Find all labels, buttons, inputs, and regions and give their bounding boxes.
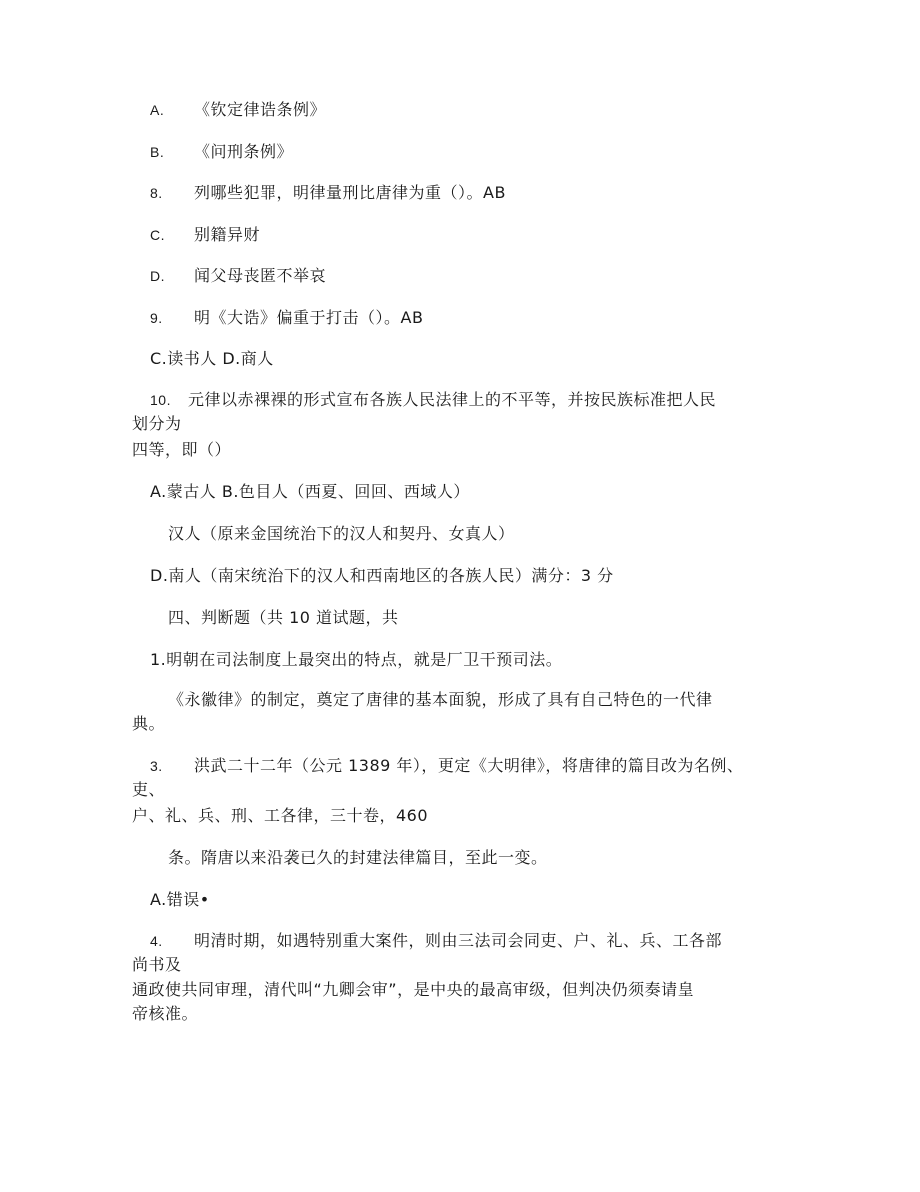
statement-text: 典。 [132, 714, 166, 733]
question-text: 划分为 [132, 414, 182, 433]
question-text: 明《大诰》偏重于打击（）。AB [194, 308, 424, 327]
option-han-line [168, 524, 515, 544]
statement-text: 洪武二十二年（公元 1389 年），更定《大明律》，将唐律的篇目改为名例、 [194, 756, 744, 775]
option-label: C. [150, 227, 165, 243]
judge-3-line [150, 756, 743, 776]
option-b-line [150, 142, 293, 162]
option-text: 闻父母丧匿不举哀 [194, 266, 327, 285]
question-number: 3. [150, 758, 163, 774]
option-text: 《钦定律诰条例》 [194, 100, 327, 119]
answer-line [150, 890, 210, 910]
question-text: 元律以赤裸裸的形式宣布各族人民法律上的不平等，并按民族标准把人民 [188, 390, 717, 409]
statement-text: 1.明朝在司法制度上最突出的特点，就是厂卫干预司法。 [150, 650, 563, 669]
judge-3-wrap [132, 780, 165, 800]
statement-text: 尚书及 [132, 955, 182, 974]
question-number: 10. [150, 392, 171, 408]
judge-4-cont [132, 980, 694, 1000]
question-9-line [150, 308, 423, 328]
question-text: 列哪些犯罪，明律量刑比唐律为重（）。AB [194, 183, 506, 202]
statement-text: 户、礼、兵、刑、工各律，三十卷，460 [132, 806, 429, 825]
question-number: 9. [150, 310, 163, 326]
option-c-line [150, 225, 260, 245]
option-label: B. [150, 144, 165, 160]
option-text: C.读书人 D.商人 [150, 349, 274, 368]
section-title: 四、判断题（共 10 道试题，共 [168, 608, 399, 627]
statement-text: 条。隋唐以来沿袭已久的封建法律篇目，至此一变。 [168, 848, 548, 867]
option-text: 汉人（原来金国统治下的汉人和契丹、女真人） [168, 524, 515, 543]
option-text: A.蒙古人 B.色目人（西夏、回回、西域人） [150, 482, 470, 501]
judge-2-line [168, 690, 713, 710]
question-number: 8. [150, 185, 163, 201]
option-text: 别籍异财 [194, 225, 261, 244]
judge-4-cont-wrap [132, 1004, 198, 1024]
option-label: A. [150, 102, 165, 118]
answer-text: A.错误• [150, 890, 210, 909]
question-8-line [150, 183, 506, 203]
option-d-nan-line [150, 566, 614, 586]
judge-1-line [150, 650, 562, 670]
option-d-line [150, 266, 326, 286]
options-cd-line [150, 349, 274, 369]
option-label: D. [150, 268, 165, 284]
options-ab-line [150, 482, 470, 502]
question-number: 4. [150, 933, 163, 949]
judge-3-cont [132, 806, 428, 826]
question-text: 四等，即（） [132, 440, 232, 459]
statement-text: 明清时期，如遇特别重大案件，则由三法司会同吏、户、礼、兵、工各部 [194, 931, 723, 950]
statement-text: 《永徽律》的制定，奠定了唐律的基本面貌，形成了具有自己特色的一代律 [168, 690, 713, 709]
judge-3-cont2 [168, 848, 548, 868]
statement-text: 通政使共同审理，清代叫“九卿会审”，是中央的最高审级，但判决仍须奏请皇 [132, 980, 695, 999]
question-10-wrap [132, 414, 182, 434]
option-a-line [150, 100, 326, 120]
statement-text: 吏、 [132, 780, 166, 799]
question-10-cont [132, 440, 231, 460]
judge-2-wrap [132, 714, 165, 734]
judge-4-line [150, 931, 722, 951]
question-10-line [150, 390, 716, 410]
option-text: 《问刑条例》 [194, 142, 294, 161]
section-heading [168, 608, 399, 628]
judge-4-wrap [132, 955, 182, 975]
option-text: D.南人（南宋统治下的汉人和西南地区的各族人民）满分：3 分 [150, 566, 614, 585]
statement-text: 帝核准。 [132, 1004, 199, 1023]
